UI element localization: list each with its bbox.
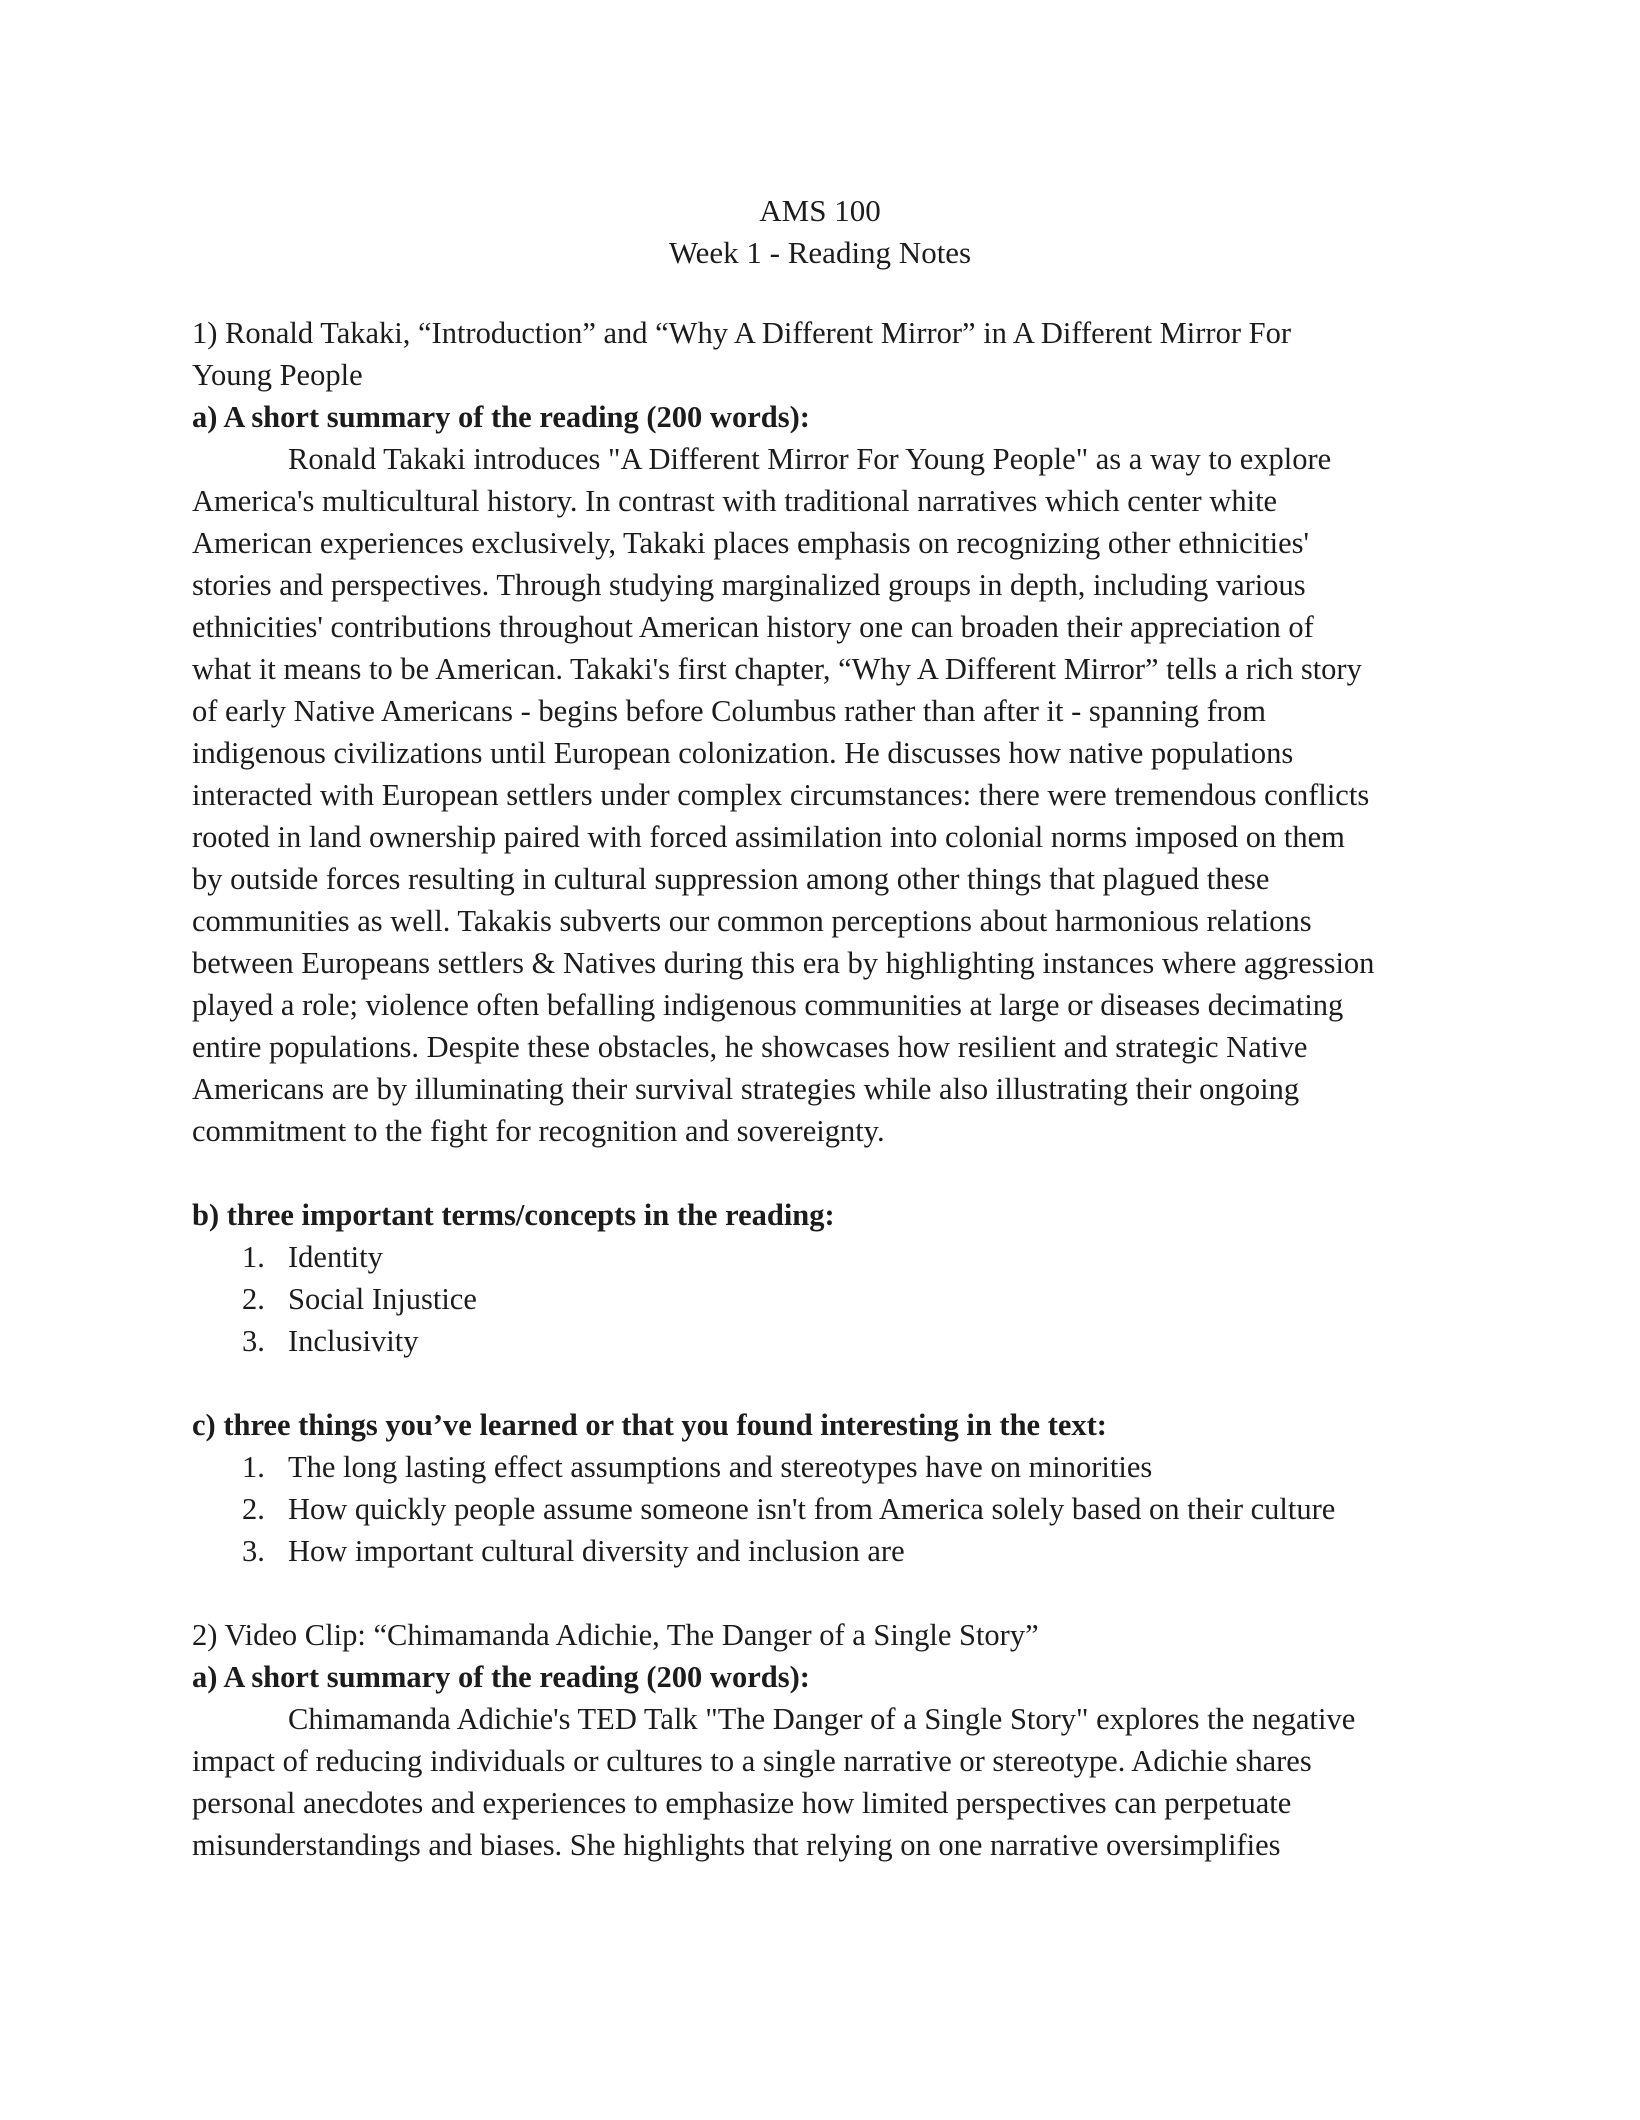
list-item xyxy=(242,1321,418,1361)
document-subtitle: Week 1 - Reading Notes xyxy=(668,235,972,270)
summary-line: of early Native Americans - begins before Columbus rather than after it - spanning from xyxy=(192,694,1266,728)
list-item xyxy=(242,1531,905,1571)
section2-title: 2) Video Clip: “Chimamanda Adichie, The Danger of a Single Story” xyxy=(192,1618,1039,1652)
list-text: How important cultural diversity and inclusion are xyxy=(288,1534,905,1568)
summary-line: personal anecdotes and experiences to emphasize how limited perspectives can perpetuate xyxy=(192,1786,1292,1820)
summary-line: indigenous civilizations until European colonization. He discusses how native populations xyxy=(192,736,1294,770)
list-text: How quickly people assume someone isn't from America solely based on their culture xyxy=(288,1492,1336,1526)
summary-line: America's multicultural history. In contrast with traditional narratives which center white xyxy=(192,484,1278,518)
section1-summary-heading: a) A short summary of the reading (200 words): xyxy=(192,400,810,434)
list-number: 3. xyxy=(242,1324,265,1358)
list-item xyxy=(242,1489,1335,1529)
section1-title-line1: 1) Ronald Takaki, “Introduction” and “Why A Different Mirror” in A Different Mirror For xyxy=(192,316,1291,350)
list-text: Social Injustice xyxy=(288,1282,477,1316)
list-text: The long lasting effect assumptions and stereotypes have on minorities xyxy=(288,1450,1153,1484)
summary-line: rooted in land ownership paired with forced assimilation into colonial norms imposed on them xyxy=(192,820,1345,854)
summary-line: American experiences exclusively, Takaki places emphasis on recognizing other ethnicities' xyxy=(192,526,1310,560)
summary-line: commitment to the fight for recognition and sovereignty. xyxy=(192,1114,885,1148)
section1-learned-heading: c) three things you’ve learned or that you found interesting in the text: xyxy=(192,1408,1107,1442)
summary-line: entire populations. Despite these obstacles, he showcases how resilient and strategic Native xyxy=(192,1030,1308,1064)
summary-line: Chimamanda Adichie's TED Talk "The Danger of a Single Story" explores the negative xyxy=(288,1702,1356,1736)
summary-line: stories and perspectives. Through studying marginalized groups in depth, including various xyxy=(192,568,1306,602)
summary-line: communities as well. Takakis subverts our common perceptions about harmonious relations xyxy=(192,904,1312,938)
section1-title-line2: Young People xyxy=(192,358,363,392)
summary-line: played a role; violence often befalling indigenous communities at large or diseases decimating xyxy=(192,988,1344,1022)
list-number: 2. xyxy=(242,1492,265,1526)
list-item xyxy=(242,1447,1152,1487)
summary-line: what it means to be American. Takaki's first chapter, “Why A Different Mirror” tells a rich story xyxy=(192,652,1362,686)
list-number: 3. xyxy=(242,1534,265,1568)
list-text: Identity xyxy=(288,1240,383,1274)
list-item xyxy=(242,1237,383,1277)
summary-line: misunderstandings and biases. She highlights that relying on one narrative oversimplifies xyxy=(192,1828,1281,1862)
list-number: 2. xyxy=(242,1282,265,1316)
list-item xyxy=(242,1279,477,1319)
section1-terms-heading: b) three important terms/concepts in the reading: xyxy=(192,1198,835,1232)
summary-line: ethnicities' contributions throughout American history one can broaden their appreciation of xyxy=(192,610,1314,644)
list-number: 1. xyxy=(242,1450,265,1484)
summary-line: Ronald Takaki introduces "A Different Mirror For Young People" as a way to explore xyxy=(288,442,1332,476)
section2-summary-heading: a) A short summary of the reading (200 words): xyxy=(192,1660,810,1694)
list-number: 1. xyxy=(242,1240,265,1274)
summary-line: Americans are by illuminating their survival strategies while also illustrating their ongoing xyxy=(192,1072,1300,1106)
course-title: AMS 100 xyxy=(759,193,881,228)
summary-line: impact of reducing individuals or cultures to a single narrative or stereotype. Adichie shares xyxy=(192,1744,1312,1778)
summary-line: by outside forces resulting in cultural suppression among other things that plagued these xyxy=(192,862,1270,896)
summary-line: interacted with European settlers under complex circumstances: there were tremendous conflicts xyxy=(192,778,1370,812)
list-text: Inclusivity xyxy=(288,1324,419,1358)
summary-line: between Europeans settlers & Natives during this era by highlighting instances where aggression xyxy=(192,946,1375,980)
